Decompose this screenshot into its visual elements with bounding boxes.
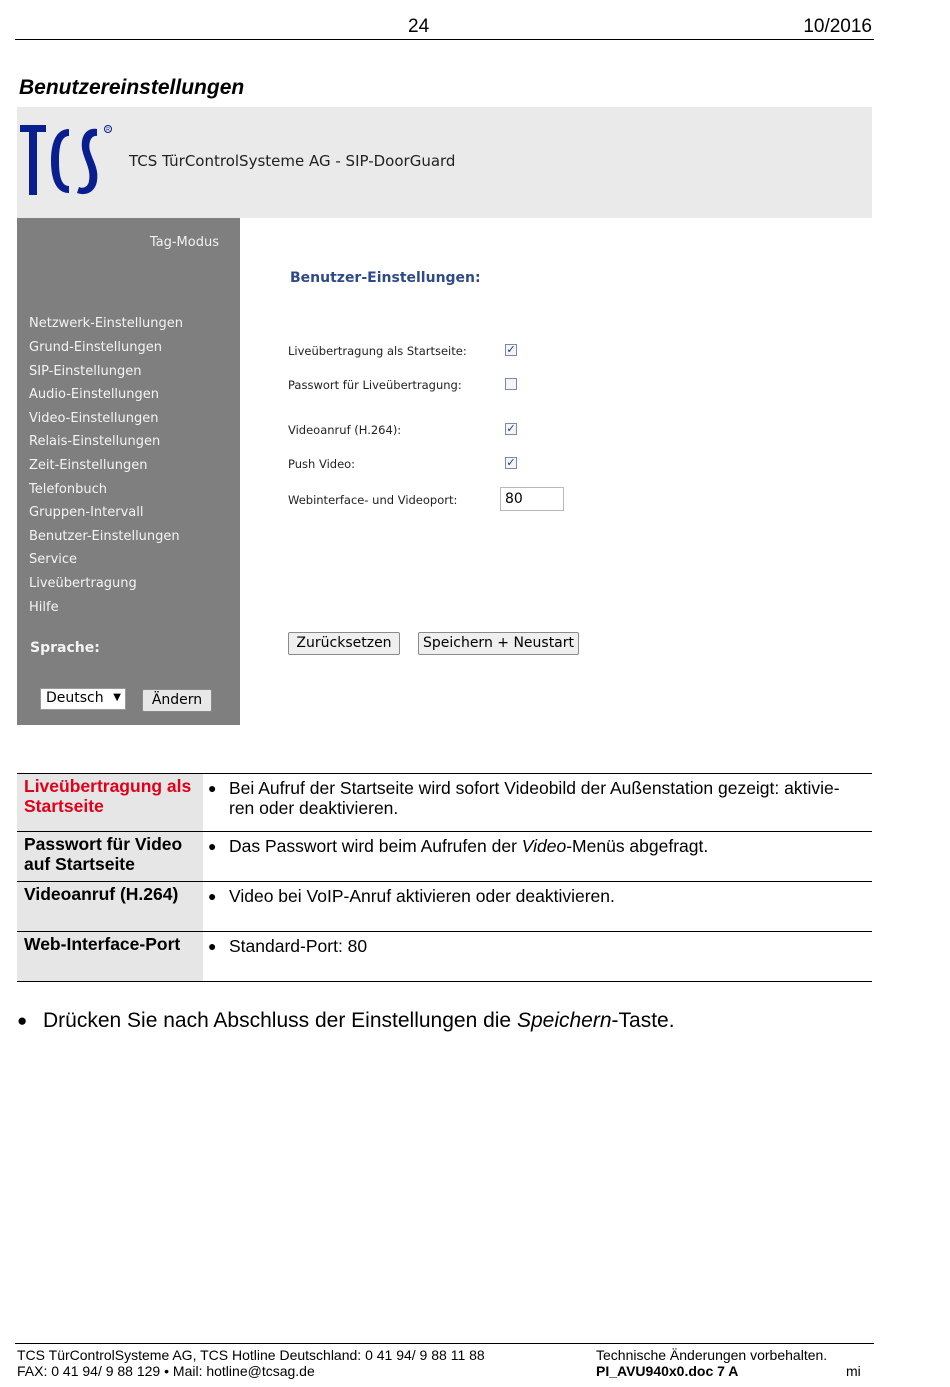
nav-item-service[interactable]: Service xyxy=(29,552,78,567)
nav-item-hilfe[interactable]: Hilfe xyxy=(29,600,59,615)
note-text: Drücken Sie nach Abschluss der Einstellungen die xyxy=(43,1009,517,1032)
port-input[interactable]: 80 xyxy=(500,487,564,511)
row-key: Videoanruf (H.264) xyxy=(17,882,203,931)
nav-item-video[interactable]: Video-Einstellungen xyxy=(29,411,159,426)
nav-item-grund[interactable]: Grund-Einstellungen xyxy=(29,340,162,355)
row-value-text: Video bei VoIP-Anruf aktivieren oder deaktivieren. xyxy=(229,886,615,906)
section-title: Benutzereinstellungen xyxy=(19,76,245,99)
field-label-push-video: Push Video: xyxy=(288,457,356,471)
row-value-emphasis: Video xyxy=(521,836,567,856)
field-label-video-call: Videoanruf (H.264): xyxy=(288,423,402,437)
nav-item-sip[interactable]: SIP-Einstellungen xyxy=(29,364,142,379)
page-number: 24 xyxy=(408,16,430,37)
field-label-port: Webinterface- und Videoport: xyxy=(288,493,458,507)
footer-hotline: TCS TürControlSysteme AG, TCS Hotline Deutschland: 0 41 94/ 9 88 11 88 xyxy=(17,1347,485,1363)
mode-label: Tag-Modus xyxy=(149,235,219,250)
row-value: ● Bei Aufruf der Startseite wird sofort Videobild der Außenstation gezeigt: aktivie- ren oder deaktivieren. xyxy=(203,774,872,831)
row-value-line: ren oder deaktivieren. xyxy=(229,798,399,818)
language-value: Deutsch xyxy=(46,690,104,706)
note-emphasis: Speichern xyxy=(516,1009,612,1032)
embedded-screenshot xyxy=(17,107,872,725)
row-key: Passwort für Video auf Startseite xyxy=(17,832,203,881)
checkbox-push-video[interactable]: ✓ xyxy=(506,457,516,469)
nav-item-zeit[interactable]: Zeit-Einstellungen xyxy=(29,458,148,473)
row-value: ● Video bei VoIP-Anruf aktivieren oder deaktivieren. xyxy=(208,886,615,906)
dropdown-arrow-icon: ▼ xyxy=(113,692,121,703)
row-key: Liveübertragung als Startseite xyxy=(17,774,203,831)
footer-rule xyxy=(15,1343,874,1344)
app-header xyxy=(17,107,872,218)
checkbox-video-call[interactable]: ✓ xyxy=(506,423,516,435)
table-row xyxy=(17,832,872,881)
document-date: 10/2016 xyxy=(803,16,872,37)
sidebar xyxy=(17,218,240,725)
language-label: Sprache: xyxy=(30,640,100,656)
nav-item-relais[interactable]: Relais-Einstellungen xyxy=(29,434,161,449)
row-value-text: Standard-Port: 80 xyxy=(229,936,368,956)
nav-item-audio[interactable]: Audio-Einstellungen xyxy=(29,387,160,402)
nav-item-live[interactable]: Liveübertragung xyxy=(29,576,137,591)
row-value: ● Standard-Port: 80 xyxy=(208,936,368,956)
change-language-button[interactable]: Ändern xyxy=(142,689,212,712)
footer-disclaimer: Technische Änderungen vorbehalten. xyxy=(596,1347,828,1363)
reset-button[interactable]: Zurücksetzen xyxy=(288,632,400,655)
row-value-text: -Menüs abgefragt. xyxy=(566,836,709,856)
table-row xyxy=(17,774,872,831)
nav-item-netzwerk[interactable]: Netzwerk-Einstellungen xyxy=(29,316,183,331)
row-value: ● Das Passwort wird beim Aufrufen der Video-Menüs abgefragt. xyxy=(208,836,709,856)
footer-author: mi xyxy=(846,1363,861,1379)
footer-contact: FAX: 0 41 94/ 9 88 129 • Mail: hotline@tcsag.de xyxy=(17,1363,315,1379)
footer-document-id: PI_AVU940x0.doc 7 A xyxy=(596,1363,739,1379)
header-rule xyxy=(15,39,874,40)
checkbox-live-start[interactable]: ✓ xyxy=(506,344,516,356)
note-text: -Taste. xyxy=(611,1009,675,1032)
table-row xyxy=(17,932,872,981)
bullet-icon: ● xyxy=(17,1011,28,1030)
checkbox-live-password[interactable] xyxy=(505,378,517,390)
nav-item-gruppen[interactable]: Gruppen-Intervall xyxy=(29,505,144,520)
table-rule xyxy=(17,981,872,982)
row-value-line: Bei Aufruf der Startseite wird sofort Videobild der Außenstation gezeigt: aktivie- xyxy=(229,778,840,798)
field-label-live-password: Passwort für Liveübertragung: xyxy=(288,378,462,392)
app-title: TCS TürControlSysteme AG - SIP-DoorGuard xyxy=(129,152,456,170)
svg-text:R: R xyxy=(106,127,110,134)
language-select[interactable] xyxy=(40,688,126,710)
nav-item-benutzer[interactable]: Benutzer-Einstellungen xyxy=(29,529,180,544)
row-value-text: Das Passwort wird beim Aufrufen der xyxy=(229,836,522,856)
tcs-logo xyxy=(19,123,115,197)
field-label-live-start: Liveübertragung als Startseite: xyxy=(288,344,467,358)
form-title: Benutzer-Einstellungen: xyxy=(290,270,481,286)
table-row xyxy=(17,882,872,931)
save-restart-button[interactable]: Speichern + Neustart xyxy=(418,632,579,655)
row-key: Web-Interface-Port xyxy=(17,932,203,981)
nav-item-telefonbuch[interactable]: Telefonbuch xyxy=(29,482,107,497)
